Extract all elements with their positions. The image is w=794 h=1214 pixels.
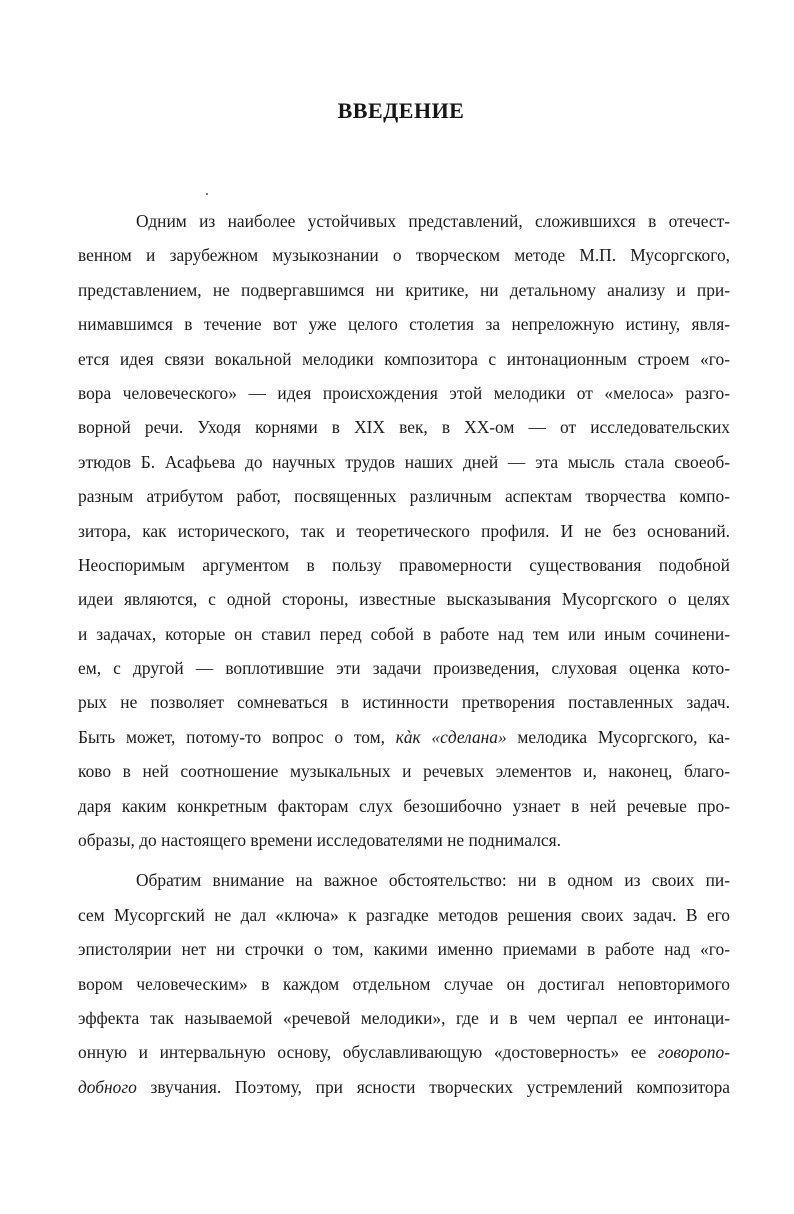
page-title: ВВЕДЕНИЕ (337, 98, 465, 123)
line-16-end: мелодика Мусоргского, ка- (506, 726, 730, 747)
paragraph-1-line-17: ково в ней соотношение музыкальных и речевых элементов и, наконец, благо- (78, 761, 730, 782)
paragraph-1-line-14: ем, с другой — воплотившие эти задачи произведения, слуховая оценка кото- (78, 658, 730, 679)
paragraph-1-line-3: представлением, не подвергавшимся ни критике, ни детальному анализу и при- (78, 279, 730, 300)
paragraph-1-line-4: нимавшимся в течение вот уже целого столетия за непреложную истину, явля- (78, 314, 730, 335)
paragraph-1-line-7: ворной речи. Уходя корнями в XIX век, в XX-ом — от исследовательских (78, 417, 730, 438)
paragraph-2-line-2: сем Мусоргский не дал «ключа» к разгадке методов решения своих задач. В его (78, 904, 730, 925)
paragraph-1-line-18: даря каким конкретным факторам слух безошибочно узнает в ней речевые про- (78, 795, 730, 816)
paragraph-2-line-1: Обратим внимание на важное обстоятельство: ни в одном из своих пи- (136, 870, 730, 891)
paragraph-1-line-1: Одним из наиболее устойчивых представлений, сложившихся в отечест- (136, 211, 730, 231)
paragraph-1-line-19: образы, до настоящего времени исследователями не поднимался. (78, 830, 561, 851)
paragraph-1-line-11: Неоспоримым аргументом в пользу правомерности существования подобной (78, 554, 730, 575)
paragraph-2-line-4: вором человеческим» в каждом отдельном случае он достигал неповторимого (78, 973, 730, 994)
paragraph-1-line-12: идеи являются, с одной стороны, известные высказывания Мусоргского о целях (78, 589, 730, 610)
paragraph-2-line-5: эффекта так называемой «речевой мелодики», где и в чем черпал ее интонаци- (78, 1007, 730, 1028)
paragraph-1-line-9: разным атрибутом работ, посвященных различным аспектам творчества компо- (78, 486, 730, 507)
body-text (78, 204, 730, 1104)
paragraph-1-line-16 (78, 720, 730, 754)
line-16-start: Быть может, потому-то вопрос о том, (78, 726, 396, 747)
paragraph-1-line-2: венном и зарубежном музыкознании о творческом методе М.П. Мусоргского, (78, 245, 730, 266)
paragraph-1-line-15: рых не позволяет сомневаться в истинности претворения поставленных задач. (78, 692, 730, 713)
paragraph-2-line-6 (78, 1035, 730, 1069)
paragraph-1-line-5: ется идея связи вокальной мелодики композитора с интонационным строем «го- (78, 348, 730, 369)
paragraph-1-line-6: вора человеческого» — идея происхождения этой мелодики от «мелоса» разго- (78, 382, 730, 403)
line-7-end: звучания. Поэтому, при ясности творческих устремлений композитора (136, 1076, 730, 1097)
paragraph-1-line-13: и задачах, которые он ставил перед собой в работе над тем или иным сочинени- (78, 623, 730, 644)
paragraph-1-line-8: этюдов Б. Асафьева до научных трудов наших дней — эта мысль стала своеоб- (78, 451, 730, 472)
scan-speck (206, 193, 208, 195)
italic-word-govoropo: говоропо- (657, 1042, 730, 1063)
paragraph-1-line-10: зитора, как исторического, так и теоретического профиля. И не без оснований. (78, 520, 730, 541)
italic-word-dobnogo: добного (78, 1076, 137, 1097)
paragraph-2-line-3: эпистолярии нет ни строчки о том, какими именно приемами в работе над «го- (78, 939, 730, 960)
paragraph-2-line-7 (78, 1070, 730, 1104)
italic-phrase-kak-sdelana: кàк «сделана» (395, 726, 507, 747)
line-6-start: онную и интервальную основу, обуславливающую «достоверность» ее (78, 1042, 658, 1063)
